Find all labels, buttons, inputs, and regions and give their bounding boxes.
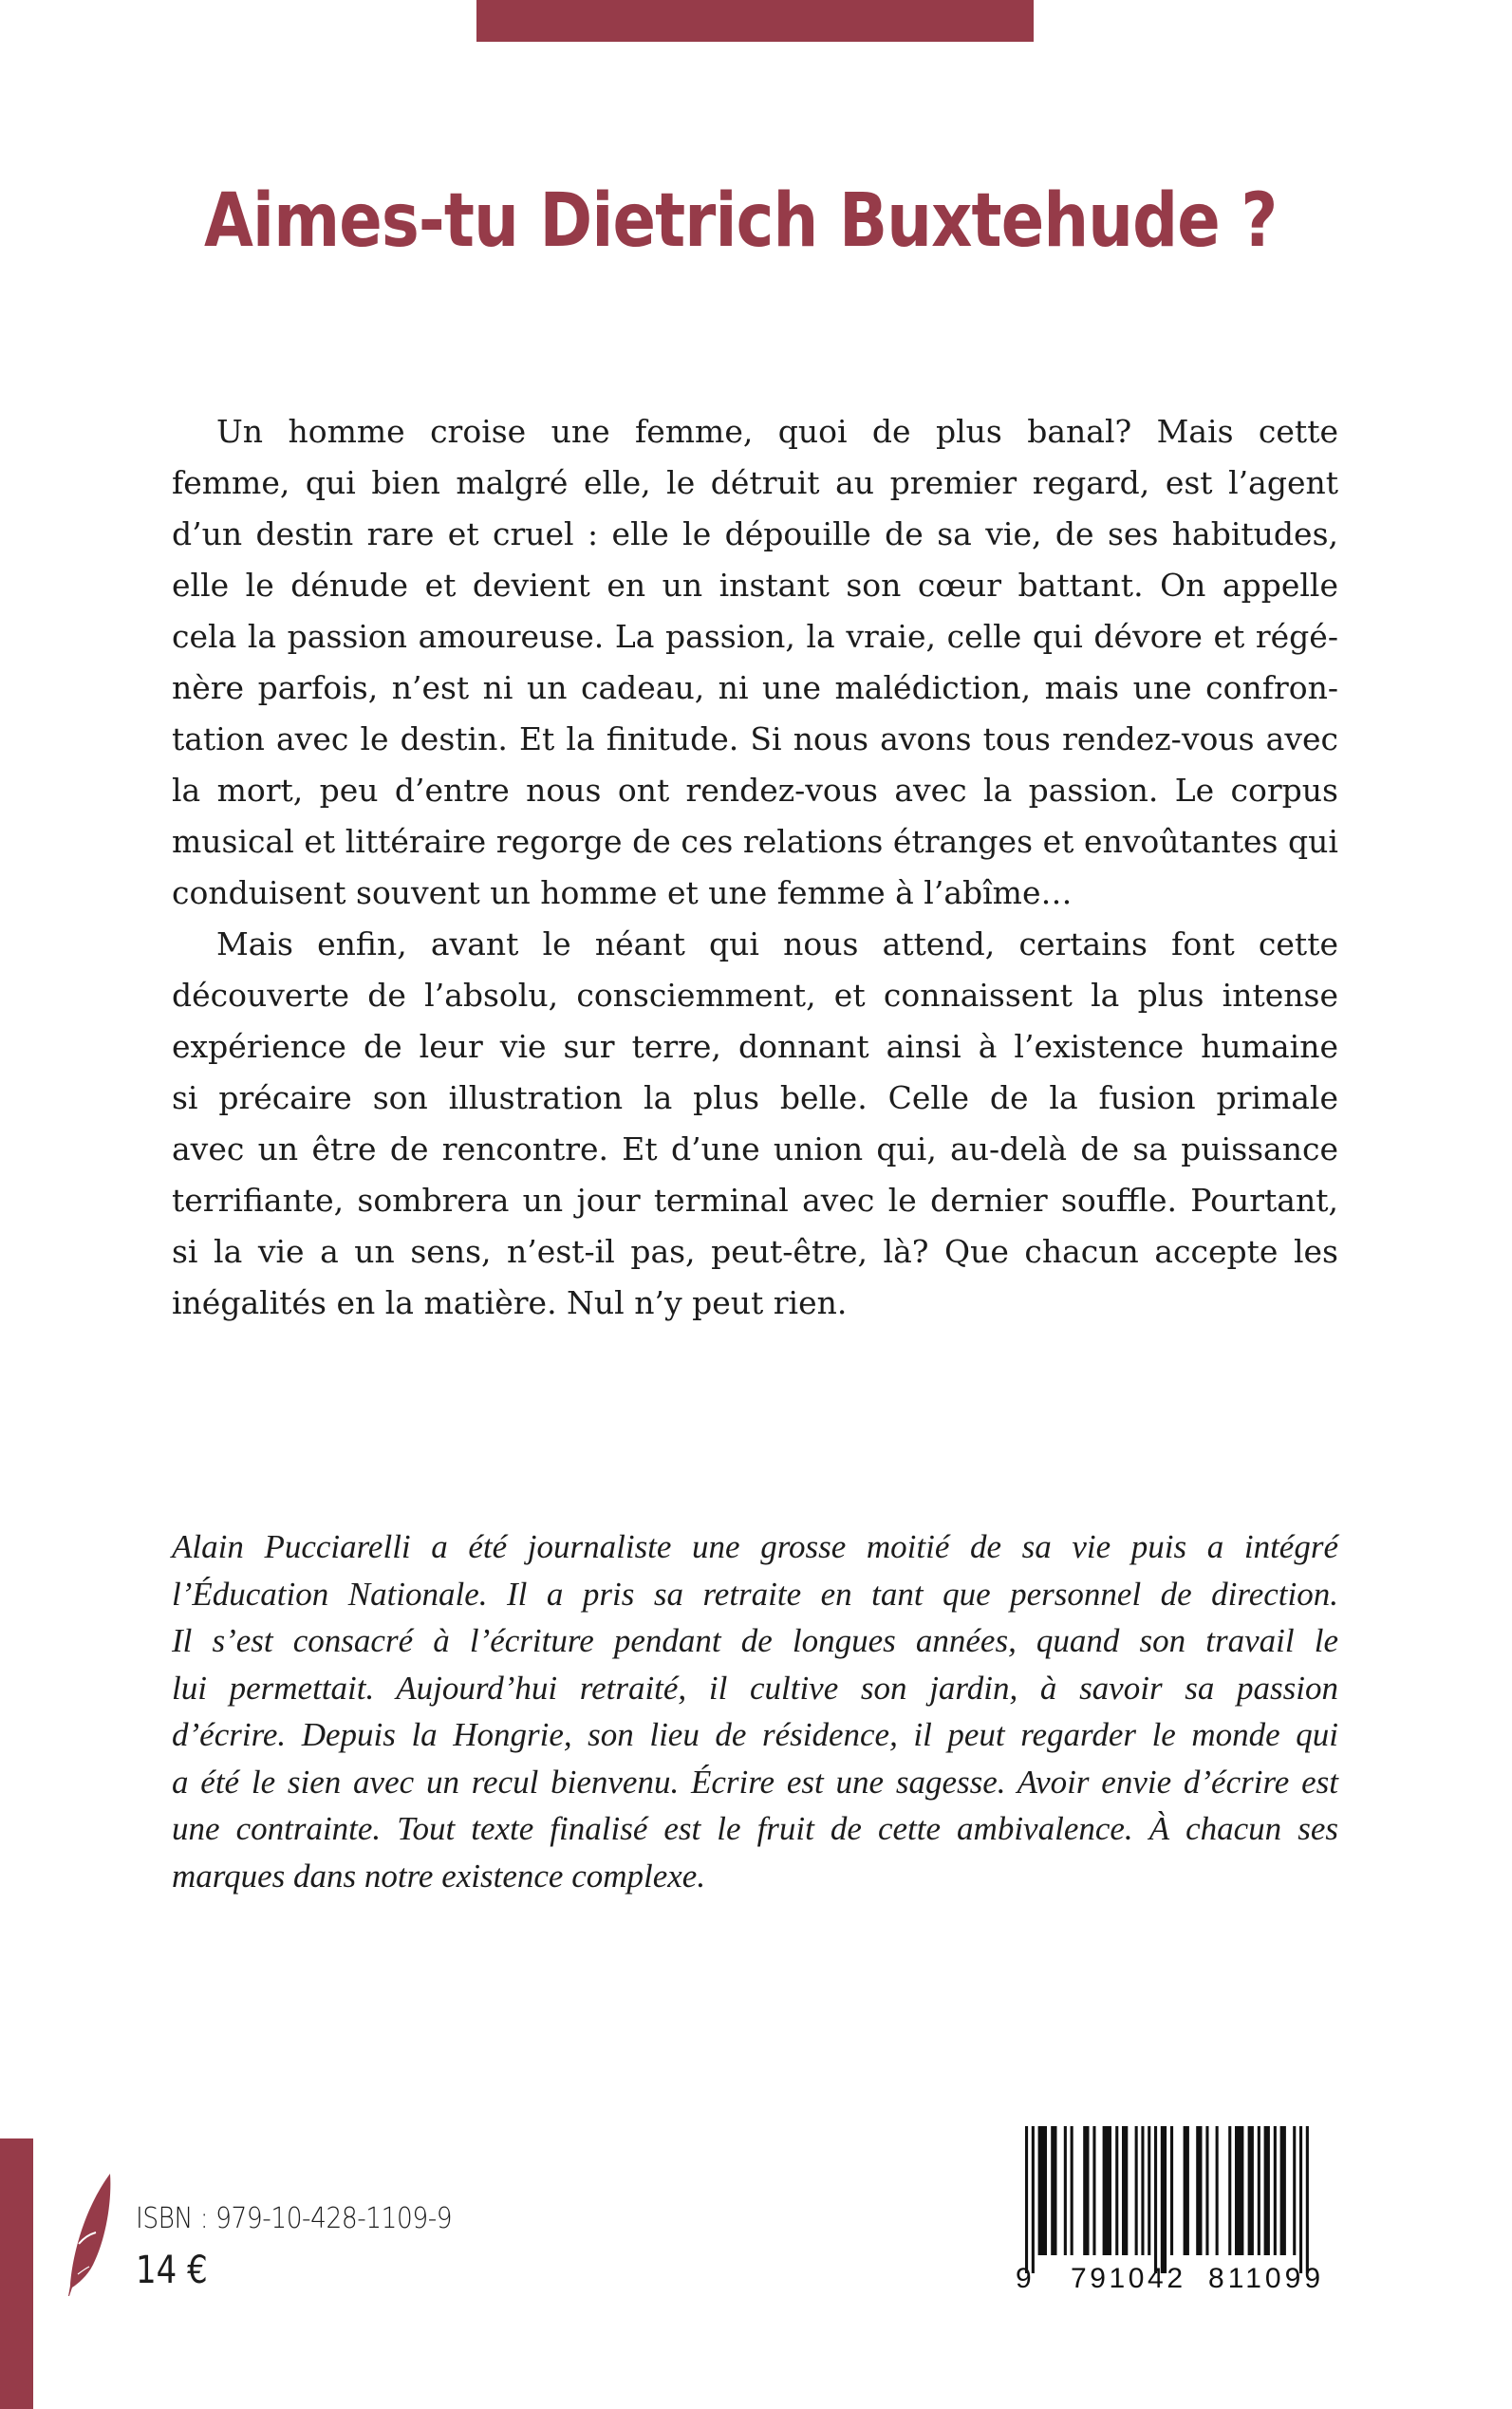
barcode-bar [1083,2126,1089,2255]
summary-line: Mais enfin, avant le néant qui nous attend, certains font cette [216,925,1338,962]
summary-line: elle le dénude et devient en un instant son cœur battant. On appelle [172,567,1338,604]
barcode-bar [1103,2126,1111,2255]
summary-line: tation avec le destin. Et la finitude. Si nous avons tous rendez-vous avec [172,720,1338,757]
barcode-bar [1264,2126,1270,2255]
barcode-bar [1216,2126,1219,2255]
summary-line: avec un être de rencontre. Et d’une union qui, au-delà de sa puissance [172,1130,1338,1167]
summary-line: expérience de leur vie sur terre, donnant ainsi à l’existence humaine [172,1028,1338,1065]
author-bio [172,1523,1338,1899]
barcode-bar [1205,2126,1208,2255]
book-title: Aimes-tu Dietrich Buxtehude ? [204,178,1278,264]
barcode-bar [1184,2126,1189,2255]
barcode-bar [1038,2126,1047,2255]
barcode-bar [1064,2126,1067,2255]
book-summary [172,406,1338,1329]
isbn-label: ISBN : 979-10-428-1109-9 [136,2202,453,2235]
summary-line: découverte de l’absolu, consciemment, et connaissent la plus intense [172,977,1338,1014]
barcode-bar [1196,2126,1202,2255]
bio-line: lui permettait. Aujourd’hui retraité, il cultive son jardin, à savoir sa passion [172,1669,1338,1707]
barcode-bar [1135,2126,1138,2255]
barcode [1016,2124,1348,2295]
price-label: 14 € [136,2249,208,2292]
barcode-bar [1141,2126,1144,2255]
bio-line: Il s’est consacré à l’écriture pendant de longues années, quand son travail le [172,1622,1338,1659]
summary-line: conduisent souvent un homme et une femme à l’abîme… [172,874,1073,911]
bio-line: une contrainte. Tout texte finalisé est le fruit de cette ambivalence. À chacun ses [172,1810,1338,1847]
barcode-bar [1161,2126,1167,2273]
summary-line: Un homme croise une femme, quoi de plus banal? Mais cette [216,413,1338,450]
summary-line: la mort, peu d’entre nous ont rendez-vous avec la passion. Le corpus [172,772,1338,809]
summary-line: si précaire son illustration la plus belle. Celle de la fusion primale [172,1079,1338,1116]
summary-line: d’un destin rare et cruel : elle le dépouille de sa vie, de ses habitudes, [172,515,1338,552]
barcode-digit-lead: 9 [1016,2263,1032,2294]
bio-line: d’écrire. Depuis la Hongrie, son lieu de résidence, il peut regarder le monde qui [172,1716,1338,1753]
summary-line: inégalités en la matière. Nul n’y peut rien. [172,1284,848,1321]
barcode-bar [1235,2126,1243,2255]
barcode-bar [1154,2126,1157,2273]
barcode-bar [1115,2126,1118,2255]
barcode-bar [1051,2126,1056,2255]
bio-line: a été le sien avec un recul bienvenu. Écrire est une sagesse. Avoir envie d’écrire est [172,1763,1338,1801]
barcode-bar [1148,2126,1150,2255]
summary-line: nère parfois, n’est ni un cadeau, ni une malédiction, mais une confron- [172,669,1338,706]
barcode-bar [1032,2126,1035,2273]
barcode-bar [1170,2126,1173,2255]
bio-line: Alain Pucciarelli a été journaliste une grosse moitié de sa vie puis a intégré [172,1528,1338,1565]
barcode-bar [1293,2126,1296,2255]
barcode-bar [1258,2126,1260,2255]
summary-line: musical et littéraire regorge de ces relations étranges et envoûtantes qui [172,823,1338,860]
barcode-bar [1248,2126,1254,2255]
barcode-bar [1122,2126,1128,2255]
summary-line: femme, qui bien malgré elle, le détruit au premier regard, est l’agent [172,464,1338,501]
barcode-bar [1306,2126,1309,2273]
top-accent-band [476,0,1034,42]
barcode-bar [1274,2126,1277,2255]
barcode-bar [1071,2126,1073,2255]
summary-line: si la vie a un sens, n’est-il pas, peut-être, là? Que chacun accepte les [172,1233,1338,1270]
summary-line: cela la passion amoureuse. La passion, la vraie, celle qui dévore et régé- [172,618,1338,655]
summary-paragraph-2 [172,919,1338,1329]
side-accent-band [0,2138,33,2409]
barcode-bar [1092,2126,1095,2255]
barcode-bar [1228,2126,1231,2255]
barcode-bar [1299,2126,1302,2273]
feather-icon [65,2172,114,2297]
barcode-digits-left: 791042 [1071,2263,1183,2294]
barcode-digits-right: 811099 [1208,2263,1320,2294]
barcode-bar [1025,2126,1028,2273]
summary-paragraph-1 [172,406,1338,919]
summary-line: terrifiante, sombrera un jour terminal avec le dernier souffle. Pourtant, [172,1182,1338,1219]
bio-line: marques dans notre existence complexe. [172,1857,706,1895]
bio-line: l’Éducation Nationale. Il a pris sa retraite en tant que personnel de direction. [172,1575,1338,1613]
barcode-bars [1025,2126,1309,2273]
barcode-bar [1280,2126,1286,2255]
